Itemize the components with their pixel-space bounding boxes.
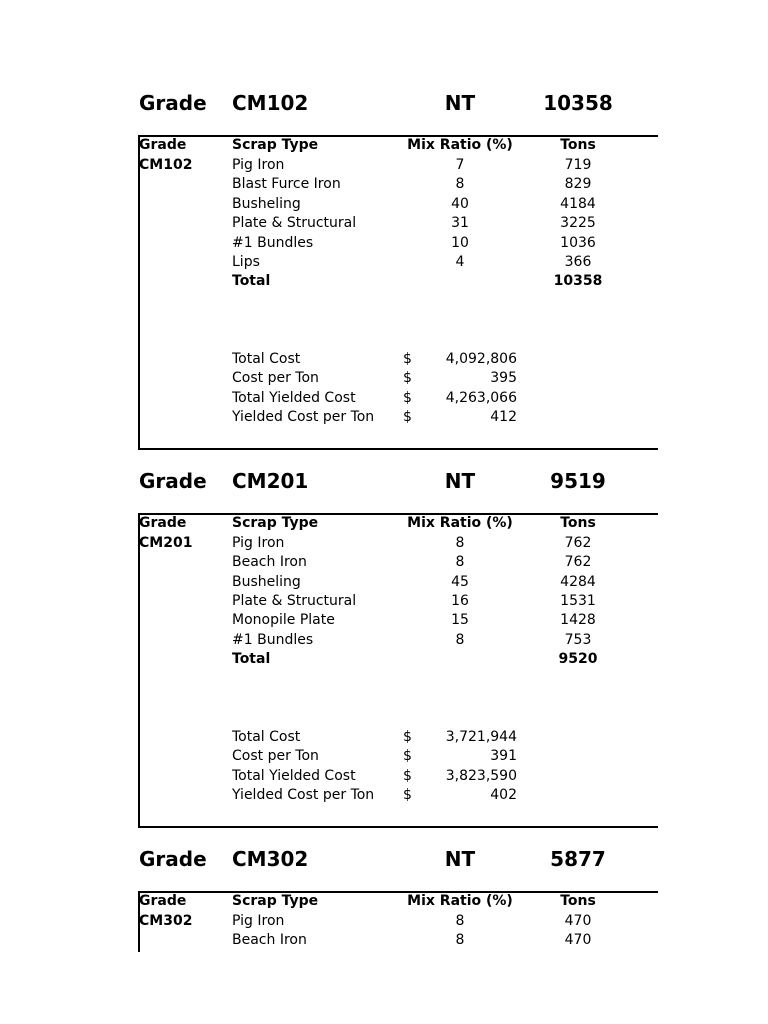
tons-cell: 753 [564, 632, 592, 648]
mix-ratio-cell: 4 [455, 254, 465, 270]
cost-label: Total Yielded Cost [232, 390, 356, 406]
column-header-scrap-type: Scrap Type [232, 893, 319, 909]
cost-value: 391 [490, 748, 517, 764]
grade-code: CM102 [139, 157, 193, 173]
mix-ratio-cell: 15 [451, 612, 469, 628]
column-header-grade: Grade [139, 515, 187, 531]
total-tons: 10358 [553, 273, 603, 289]
scrap-type-cell: Beach Iron [232, 554, 307, 570]
scrap-type-cell: #1 Bundles [232, 632, 314, 648]
mix-ratio-cell: 10 [451, 235, 469, 251]
mix-ratio-cell: 7 [455, 157, 465, 173]
cost-label: Total Cost [232, 729, 301, 745]
grade-heading-value: CM102 [232, 91, 309, 115]
mix-ratio-cell: 16 [451, 593, 469, 609]
total-label: Total [232, 273, 271, 289]
column-header-tons: Tons [560, 515, 596, 531]
tons-cell: 1036 [560, 235, 596, 251]
tons-cell: 829 [564, 176, 592, 192]
currency-symbol: $ [403, 748, 412, 764]
grade-heading-label: Grade [139, 847, 207, 871]
total-tons: 9520 [558, 651, 598, 667]
nt-heading-label: NT [444, 847, 476, 871]
mix-ratio-cell: 40 [451, 196, 469, 212]
cost-value: 4,263,066 [445, 390, 517, 406]
currency-symbol: $ [403, 390, 412, 406]
scrap-type-cell: Plate & Structural [232, 215, 357, 231]
tons-cell: 3225 [560, 215, 596, 231]
tons-cell: 762 [564, 554, 592, 570]
mix-ratio-cell: 45 [451, 574, 469, 590]
column-header-scrap-type: Scrap Type [232, 515, 319, 531]
cost-value: 395 [490, 370, 517, 386]
currency-symbol: $ [403, 729, 412, 745]
tons-cell: 762 [564, 535, 592, 551]
grade-heading-label: Grade [139, 91, 207, 115]
currency-symbol: $ [403, 351, 412, 367]
nt-heading-label: NT [444, 91, 476, 115]
total-label: Total [232, 651, 271, 667]
scrap-type-cell: Lips [232, 254, 260, 270]
scrap-type-cell: Blast Furce Iron [232, 176, 341, 192]
scrap-type-cell: Pig Iron [232, 157, 285, 173]
column-header-mix-ratio: Mix Ratio (%) [407, 893, 513, 909]
scrap-type-cell: Monopile Plate [232, 612, 335, 628]
column-header-grade: Grade [139, 893, 187, 909]
scrap-type-cell: Beach Iron [232, 932, 307, 948]
column-header-mix-ratio: Mix Ratio (%) [407, 137, 513, 153]
column-header-scrap-type: Scrap Type [232, 137, 319, 153]
tons-cell: 1428 [560, 612, 596, 628]
cost-value: 402 [490, 787, 517, 803]
tons-cell: 1531 [560, 593, 596, 609]
currency-symbol: $ [403, 370, 412, 386]
scrap-type-cell: Plate & Structural [232, 593, 357, 609]
currency-symbol: $ [403, 768, 412, 784]
grade-heading-label: Grade [139, 469, 207, 493]
cost-value: 412 [490, 409, 517, 425]
cost-label: Cost per Ton [232, 748, 319, 764]
mix-ratio-cell: 8 [455, 535, 465, 551]
cost-label: Total Cost [232, 351, 301, 367]
tons-cell: 470 [564, 932, 592, 948]
cost-value: 3,721,944 [445, 729, 517, 745]
cost-label: Cost per Ton [232, 370, 319, 386]
scrap-type-cell: Pig Iron [232, 535, 285, 551]
tons-cell: 470 [564, 913, 592, 929]
tons-cell: 719 [564, 157, 592, 173]
currency-symbol: $ [403, 787, 412, 803]
column-header-mix-ratio: Mix Ratio (%) [407, 515, 513, 531]
nt-heading-value: 5877 [550, 847, 606, 871]
mix-ratio-cell: 8 [455, 932, 465, 948]
scrap-type-cell: Busheling [232, 196, 301, 212]
mix-ratio-cell: 8 [455, 632, 465, 648]
scrap-type-cell: #1 Bundles [232, 235, 314, 251]
tons-cell: 4284 [560, 574, 596, 590]
nt-heading-value: 10358 [543, 91, 613, 115]
cost-label: Total Yielded Cost [232, 768, 356, 784]
tons-cell: 4184 [560, 196, 596, 212]
cost-label: Yielded Cost per Ton [232, 409, 375, 425]
cost-label: Yielded Cost per Ton [232, 787, 375, 803]
mix-ratio-cell: 8 [455, 176, 465, 192]
mix-ratio-cell: 8 [455, 554, 465, 570]
nt-heading-label: NT [444, 469, 476, 493]
tons-cell: 366 [564, 254, 592, 270]
grade-code: CM201 [139, 535, 193, 551]
grade-heading-value: CM302 [232, 847, 309, 871]
column-header-tons: Tons [560, 137, 596, 153]
cost-value: 4,092,806 [445, 351, 517, 367]
grade-code: CM302 [139, 913, 193, 929]
cost-value: 3,823,590 [445, 768, 517, 784]
currency-symbol: $ [403, 409, 412, 425]
grade-heading-value: CM201 [232, 469, 309, 493]
mix-ratio-cell: 31 [451, 215, 469, 231]
nt-heading-value: 9519 [550, 469, 606, 493]
column-header-tons: Tons [560, 893, 596, 909]
mix-ratio-cell: 8 [455, 913, 465, 929]
column-header-grade: Grade [139, 137, 187, 153]
scrap-type-cell: Busheling [232, 574, 301, 590]
scrap-type-cell: Pig Iron [232, 913, 285, 929]
